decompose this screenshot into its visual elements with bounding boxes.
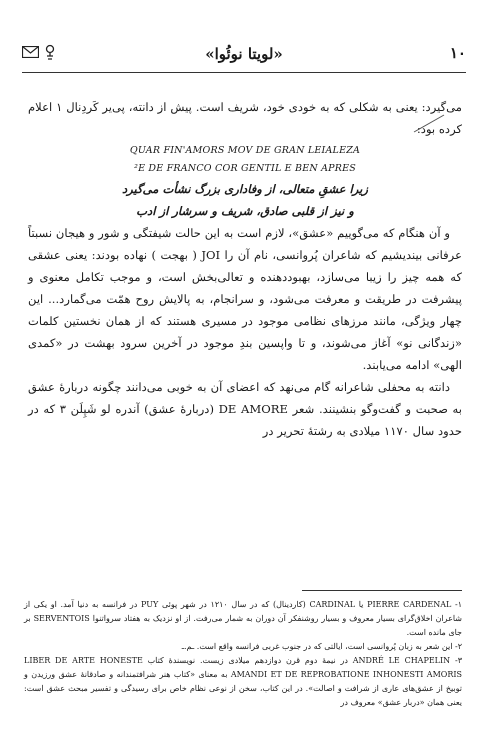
envelope-icon (22, 46, 39, 58)
main-text (28, 96, 462, 442)
page-header (22, 44, 466, 68)
latin-verse-1: QUAR FIN'AMORS MOV DE GRAN LEIALEZA (129, 145, 361, 156)
footnote-3: ۳- ANDRÉ LE CHAPELIN در نیمهٔ دوم قرن دوازدهم میلادی زیست. نویسندهٔ کتاب LIBER DE ARTE HONESTE AMANDI ET DE REPROBATIONE INHONESTI AMORIS به معنای «کتاب هنر شرافتمندانه و صادقانهٔ عشق ورزیدن و توبیخ از عشق‌های عاری از شرافت و اصالت». در این کتاب، سخن از نوعی نظام خاص برای رسیدگی و تفسیر مبحث عشق است: یعنی همان «دربار عشق» معروف در (24, 656, 462, 707)
verse-translation-1: زیرا عشقِ متعالی، از وفاداری بزرگ نشأت می‌گیرد (121, 182, 369, 196)
header-ornaments (22, 44, 55, 60)
footnote-rule (302, 590, 462, 591)
footnote-1: ۱- PIERRE CARDENAL یا CARDINAL (کاردینال) که در سال ۱۲۱۰ در شهر پوئی PUY در فرانسه به دنیا آمد. او یکی از شاعران اخلاق‌گرای بسیار معروف و بسیار روشنفکر آن دوران به شمار می‌رفت. از او نزدیک به هفتاد سرواتنوا SERVENTOIS بر جای مانده است. (24, 600, 463, 637)
footnotes (24, 598, 462, 710)
footnote-2: ۲- این شعر به زبان پُروانسی است، ایالتی که در جنوب غربی فرانسه واقع است. ـم.ـ (181, 642, 462, 651)
page-number: ۱۰ (449, 44, 466, 62)
header-rule (22, 72, 466, 73)
verse-translation-2: و نیز از قلبی صادق، شریف و سرشار از ادب (136, 204, 354, 218)
paragraph-3: دانته به محفلی شاعرانه گام می‌نهد که اعضای آن به خوبی می‌دانند چگونه دربارهٔ عشق به صحبت و گفت‌وگو بنشینند. شعر DE AMORE (دربارهٔ عشق) آندره لو شَپِلَن ۳ که در حدود سال ۱۱۷۰ میلادی به رشتهٔ تحریر در (28, 380, 462, 438)
paragraph-1: می‌گیرد: یعنی به شکلی که به خودی خود، شریف است. پیش از دانته، پی‌یر کَردِنال ۱ اعلام کرده بود: (28, 100, 462, 136)
latin-verse-2: ²E DE FRANCO COR GENTIL E BEN APRES (134, 163, 356, 174)
paragraph-2: و آن هنگام که می‌گوییم «عشق»، لازم است به این حالت شیفتگی و شور و هیجان نسبتاً عرفانی بیندیشیم که شاعران پُروانسی، نام آن را JOI ( بهجت ) نهاده بودند: یعنی عشقی که همه چیز را زیبا می‌سازد، بهبوددهنده و تعالی‌بخش است، و موجب تکامل معنوی و پیشرفت در طریقت و معرفت می‌شود، و سرانجام، به پالایش روح همّت می‌گمارد... این چهار ویژگی، مانند مرزهای نظامی موجود در مسیری هستند که از همان نخستین کلمات «زندگانی نو» آغاز می‌شوند، و تا واپسین بندِ موجود در آخرین سرود بهشت در «کمدی الهی» ادامه می‌یابند. (28, 226, 462, 372)
lantern-icon (45, 44, 55, 60)
running-title: «لویتا نوئُوا» (205, 45, 283, 63)
